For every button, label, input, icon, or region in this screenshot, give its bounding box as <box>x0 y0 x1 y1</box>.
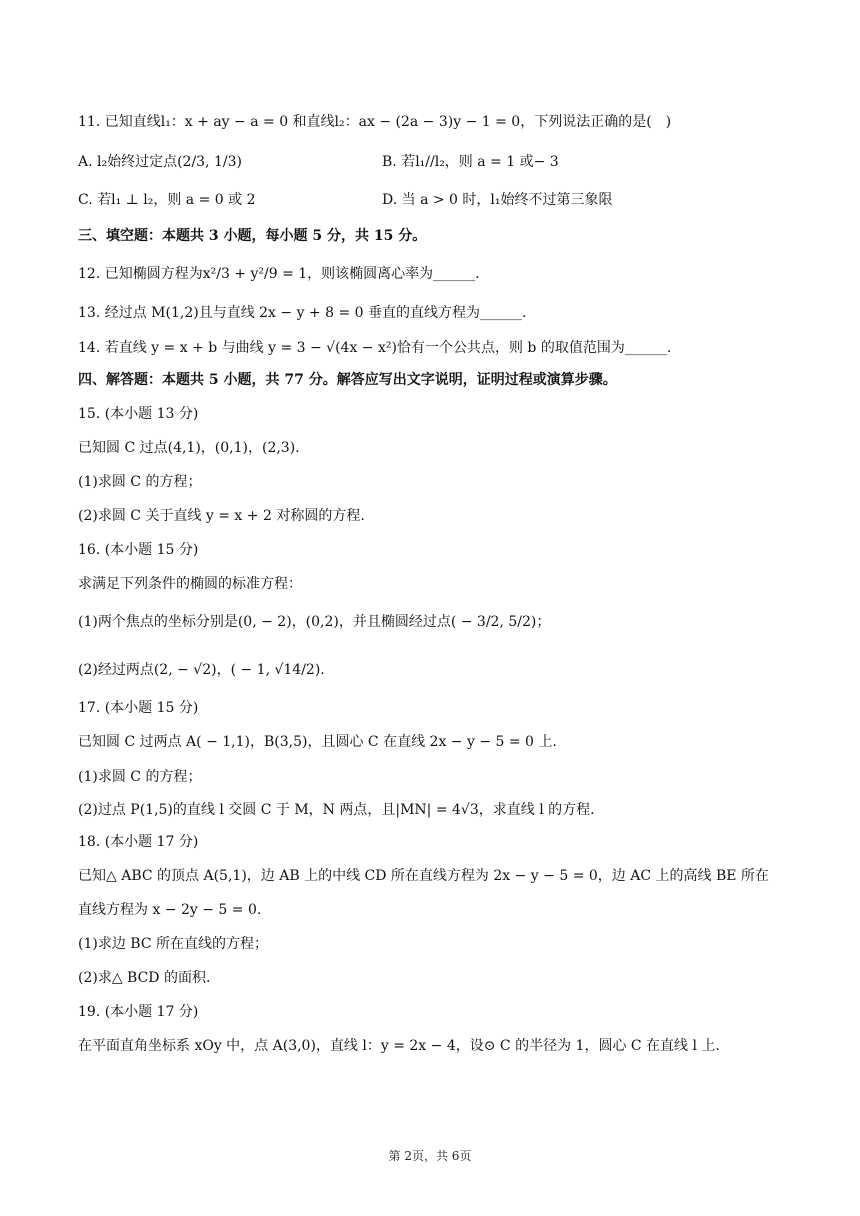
question-19-stem: 在平面直角坐标系 xOy 中，点 A(3,0)，直线 l：y = 2x − 4，设⊙ C 的半径为 1，圆心 C 在直线 l 上. <box>78 1038 720 1054</box>
question-15-stem: 已知圆 C 过点(4,1)，(0,1)，(2,3). <box>78 440 300 456</box>
question-15-part1: (1)求圆 C 的方程； <box>78 474 202 490</box>
question-16-part1: (1)两个焦点的坐标分别是(0, − 2)，(0,2)，并且椭圆经过点( − 3/2, 5/2)； <box>78 614 551 630</box>
question-16-header: 16. (本小题 15 分) <box>78 542 199 558</box>
question-18-part1: (1)求边 BC 所在直线的方程； <box>78 936 268 952</box>
question-16-part2: (2)经过两点(2, − √2)，( − 1, √14/2). <box>78 662 325 678</box>
option-11b: B. 若l₁//l₂，则 a = 1 或− 3 <box>382 154 559 170</box>
question-16-stem: 求满足下列条件的椭圆的标准方程： <box>78 576 302 592</box>
question-17-part2: (2)过点 P(1,5)的直线 l 交圆 C 于 M，N 两点，且|MN| = 4√3，求直线 l 的方程. <box>78 802 595 818</box>
question-18-header: 18. (本小题 17 分) <box>78 834 199 850</box>
option-11d: D. 当 a > 0 时，l₁始终不过第三象限 <box>382 192 613 208</box>
question-15-header: 15. (本小题 13 分) <box>78 406 199 422</box>
question-13: 13. 经过点 M(1,2)且与直线 2x − y + 8 = 0 垂直的直线方程为______. <box>78 305 527 321</box>
question-11: 11. 已知直线l₁：x + ay − a = 0 和直线l₂：ax − (2a − 3)y − 1 = 0，下列说法正确的是( ) <box>78 114 672 130</box>
question-14: 14. 若直线 y = x + b 与曲线 y = 3 − √(4x − x²)恰有一个公共点，则 b 的取值范围为______. <box>78 340 672 356</box>
question-15-part2: (2)求圆 C 关于直线 y = x + 2 对称圆的方程. <box>78 508 365 524</box>
option-11c: C. 若l₁ ⊥ l₂，则 a = 0 或 2 <box>78 192 256 208</box>
question-18-part2: (2)求△ BCD 的面积. <box>78 970 211 986</box>
question-18-stem-line2: 直线方程为 x − 2y − 5 = 0. <box>78 902 262 918</box>
option-11a: A. l₂始终过定点(2/3, 1/3) <box>78 154 242 170</box>
section-4-heading: 四、解答题：本题共 5 小题，共 77 分。解答应写出文字说明，证明过程或演算步骤。 <box>78 372 617 388</box>
section-3-heading: 三、填空题：本题共 3 小题，每小题 5 分，共 15 分。 <box>78 228 427 244</box>
question-17-part1: (1)求圆 C 的方程； <box>78 769 202 785</box>
page-footer: 第 2页，共 6页 <box>388 1149 472 1163</box>
question-17-stem: 已知圆 C 过两点 A( − 1,1)，B(3,5)，且圆心 C 在直线 2x − y − 5 = 0 上. <box>78 734 557 750</box>
question-18-stem-line1: 已知△ ABC 的顶点 A(5,1)，边 AB 上的中线 CD 所在直线方程为 2x − y − 5 = 0，边 AC 上的高线 BE 所在 <box>78 868 769 884</box>
question-19-header: 19. (本小题 17 分) <box>78 1004 199 1020</box>
question-12: 12. 已知椭圆方程为x²/3 + y²/9 = 1，则该椭圆离心率为______. <box>78 266 480 282</box>
question-17-header: 17. (本小题 15 分) <box>78 700 199 716</box>
